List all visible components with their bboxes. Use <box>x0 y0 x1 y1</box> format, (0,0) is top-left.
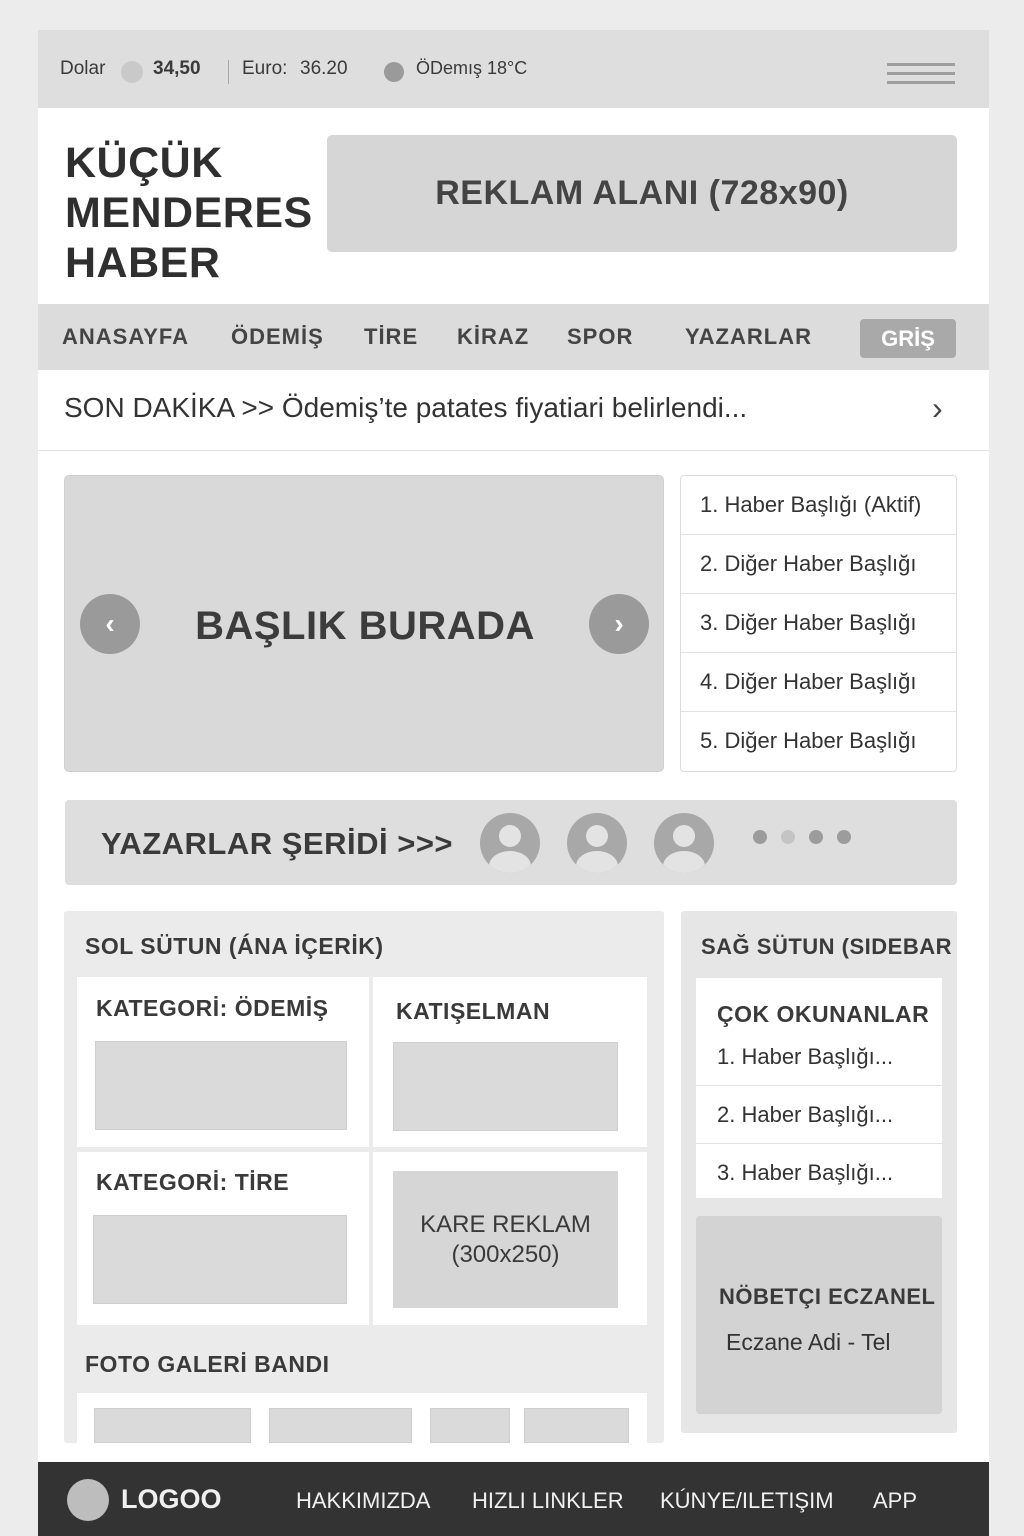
nav-item-anasayfa[interactable]: ANASAYFA <box>62 324 189 349</box>
footer-link-about[interactable]: HAKKIMIZDA <box>296 1488 431 1513</box>
right-column-title: SAĞ SÜTUN (SIDEBAR <box>701 934 953 959</box>
carousel-dot[interactable] <box>753 830 767 844</box>
category-title: KATEGORİ: ÖDEMİŞ <box>96 995 329 1021</box>
square-ad-container <box>373 1152 647 1325</box>
pharmacy-title: NÖBETÇI ECZANEL <box>719 1284 936 1309</box>
headline-item[interactable]: 2. Diğer Haber Başlığı <box>681 535 956 594</box>
nav-item-kiraz[interactable]: KİRAZ <box>457 324 530 349</box>
footer-logo[interactable]: LOGOO <box>121 1484 222 1514</box>
authors-strip-title[interactable]: YAZARLAR ŞERİDİ >>> <box>101 826 454 861</box>
banner-ad[interactable] <box>327 135 957 252</box>
dollar-coin-icon <box>121 61 143 83</box>
weather-icon <box>384 62 404 82</box>
slider-title: BAŞLIK BURADA <box>195 604 535 648</box>
photo-gallery-strip <box>77 1393 647 1443</box>
footer-logo-icon[interactable] <box>67 1479 109 1521</box>
site-footer <box>38 1462 989 1536</box>
carousel-dot[interactable] <box>781 830 795 844</box>
headline-item[interactable]: 3. Diğer Haber Başlığı <box>681 594 956 653</box>
photo-gallery-title: FOTO GALERİ BANDI <box>85 1351 330 1377</box>
site-logo[interactable] <box>65 138 313 288</box>
left-column <box>64 911 664 1443</box>
logo-line: HABER <box>65 239 221 287</box>
image-placeholder[interactable] <box>393 1042 618 1131</box>
most-read-item[interactable]: 1. Haber Başlığı... <box>717 1043 894 1069</box>
category-box-odemis[interactable] <box>77 977 369 1147</box>
chevron-right-icon[interactable]: › <box>932 390 943 426</box>
banner-ad-label: REKLAM ALANI (728x90) <box>435 174 849 212</box>
euro-label: Euro: <box>242 58 288 79</box>
gallery-thumbnail[interactable] <box>269 1408 412 1443</box>
nav-item-yazarlar[interactable]: YAZARLAR <box>685 324 812 349</box>
left-column-title: SOL SÜTUN (ÁNA İÇERİK) <box>85 933 384 959</box>
headline-item[interactable]: 4. Diğer Haber Başlığı <box>681 653 956 712</box>
footer-link-app[interactable]: APP <box>873 1488 918 1513</box>
nav-item-spor[interactable]: SPOR <box>567 324 634 349</box>
most-read-title: ÇOK OKUNANLAR <box>717 1001 930 1027</box>
right-column-sidebar <box>681 911 957 1433</box>
footer-link-contact[interactable]: KÚNYE/ILETIŞIM <box>660 1488 834 1513</box>
nav-item-tire[interactable]: TİRE <box>364 324 419 349</box>
headline-item[interactable]: 5. Diğer Haber Başlığı <box>700 728 917 753</box>
on-duty-pharmacy-box[interactable] <box>696 1216 942 1414</box>
authors-strip <box>65 800 957 885</box>
euro-value: 36.20 <box>300 58 348 79</box>
image-placeholder[interactable] <box>93 1215 347 1304</box>
most-read-item[interactable]: 2. Haber Başlığı... <box>696 1085 942 1143</box>
image-placeholder[interactable] <box>95 1041 347 1130</box>
chevron-left-icon: ‹ <box>105 608 115 639</box>
carousel-dot[interactable] <box>837 830 851 844</box>
divider <box>228 60 229 84</box>
pharmacy-info: Eczane Adi - Tel <box>726 1329 891 1355</box>
gallery-thumbnail[interactable] <box>430 1408 510 1443</box>
nav-item-odemis[interactable]: ÖDEMİŞ <box>231 324 324 349</box>
login-button[interactable]: GRİŞ <box>860 319 956 358</box>
headline-list <box>680 475 957 772</box>
author-avatar[interactable] <box>480 813 540 873</box>
category-box-katiselman[interactable] <box>373 977 647 1147</box>
most-read-item[interactable]: 3. Haber Başlığı... <box>696 1143 942 1201</box>
author-avatar[interactable] <box>654 813 714 873</box>
category-title: KATIŞELMAN <box>396 998 551 1024</box>
square-ad[interactable] <box>393 1171 618 1308</box>
footer-link-quick-links[interactable]: HIZLI LINKLER <box>472 1488 624 1513</box>
logo-line: KÜÇÜK <box>65 139 223 187</box>
square-ad-size: (300x250) <box>451 1240 560 1268</box>
page <box>38 30 989 1536</box>
breaking-news-bar[interactable] <box>38 370 989 451</box>
slider-prev-button[interactable] <box>80 594 140 654</box>
most-read-box <box>696 978 942 1198</box>
gallery-thumbnail[interactable] <box>524 1408 629 1443</box>
main-nav <box>38 304 989 370</box>
slider-next-button[interactable] <box>589 594 649 654</box>
category-box-tire[interactable] <box>77 1152 369 1325</box>
logo-line: MENDERES <box>65 189 313 237</box>
hamburger-menu-icon[interactable] <box>887 63 955 85</box>
breaking-news-text: SON DAKİKA >> Ödemiş’te patates fiyatiari belirlendi... <box>64 392 748 423</box>
author-avatar[interactable] <box>567 813 627 873</box>
square-ad-label: KARE REKLAM <box>420 1210 591 1238</box>
headline-slider[interactable] <box>64 475 664 772</box>
top-info-bar <box>38 30 989 108</box>
weather-text: ÖDemış 18°C <box>416 58 528 78</box>
category-title: KATEGORİ: TİRE <box>96 1169 290 1195</box>
carousel-dot[interactable] <box>809 830 823 844</box>
dollar-label: Dolar <box>60 58 106 79</box>
chevron-right-icon: › <box>614 608 624 639</box>
headline-item-active[interactable]: 1. Haber Başlığı (Aktif) <box>681 476 956 535</box>
gallery-thumbnail[interactable] <box>94 1408 251 1443</box>
dollar-value: 34,50 <box>153 58 201 79</box>
